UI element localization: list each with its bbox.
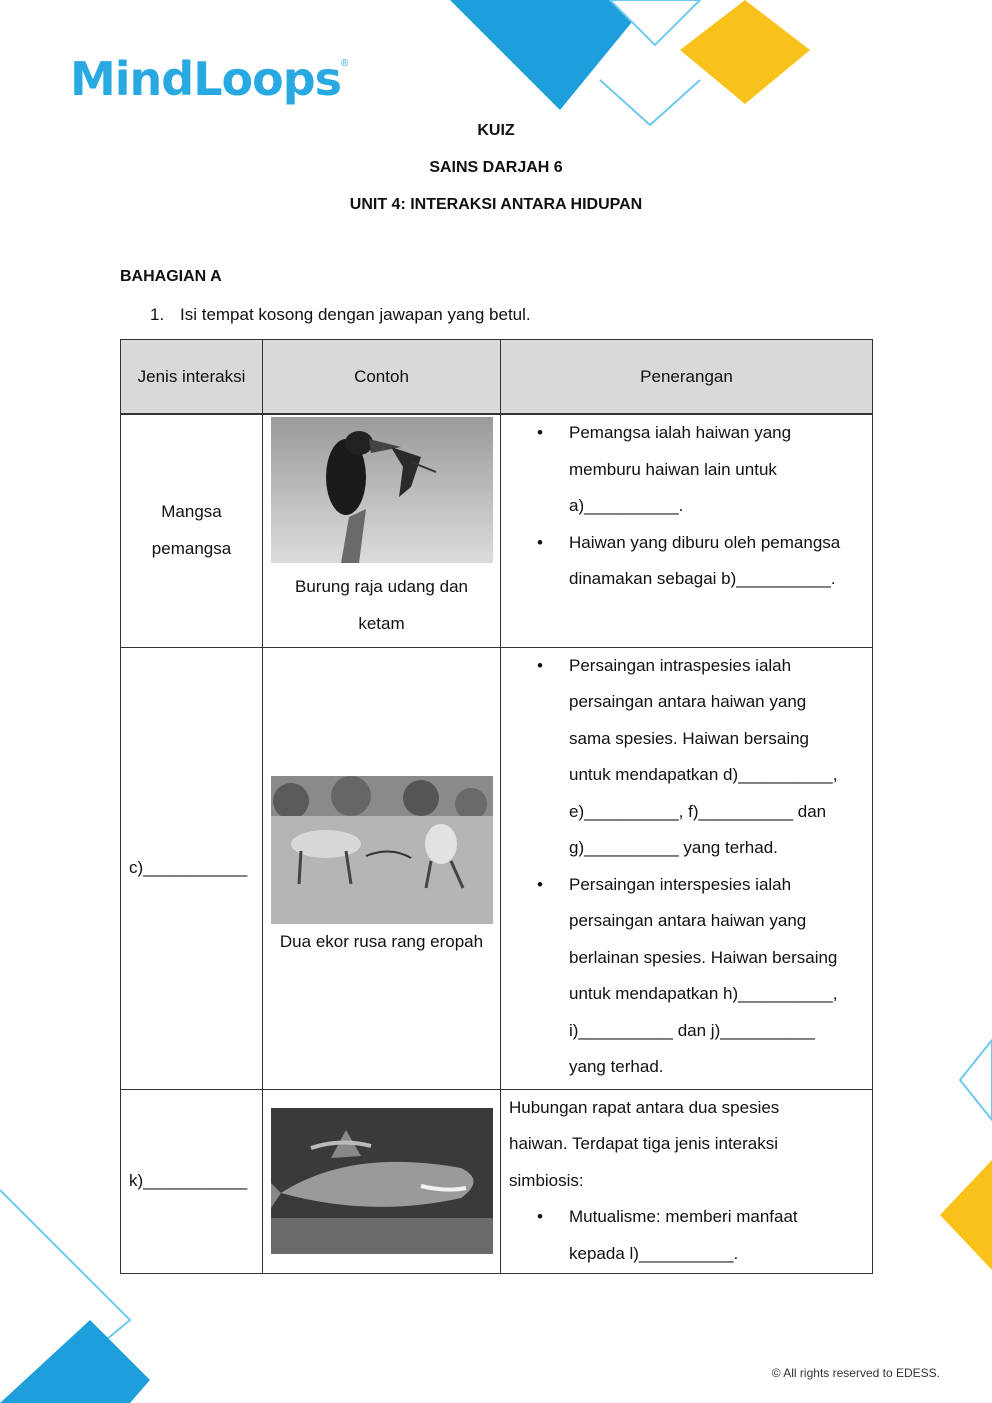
list-item bbox=[501, 867, 872, 1086]
list-item bbox=[501, 648, 872, 867]
text-line: a)__________. bbox=[569, 496, 684, 515]
text-line: i)__________ dan j)__________ bbox=[569, 1020, 815, 1040]
header-jenis-interaksi: Jenis interaksi bbox=[121, 340, 263, 415]
text-line: Haiwan yang diburu oleh pemangsa bbox=[569, 532, 841, 552]
text-line: yang terhad. bbox=[569, 1057, 664, 1076]
question bbox=[150, 305, 531, 325]
header-penerangan: Penerangan bbox=[501, 340, 873, 415]
description-cell bbox=[501, 414, 873, 647]
example-cell bbox=[263, 1089, 501, 1273]
example-cell bbox=[263, 647, 501, 1089]
text-line: e)__________, f)__________ dan bbox=[569, 801, 827, 821]
quiz-table bbox=[120, 339, 873, 1274]
text-line: haiwan. Terdapat tiga jenis interaksi bbox=[509, 1134, 779, 1153]
subject-title: SAINS DARJAH 6 bbox=[429, 159, 563, 176]
logo-text: MindLoops bbox=[70, 52, 342, 106]
text-line: Persaingan intraspesies ialah bbox=[569, 655, 792, 675]
question-text: Isi tempat kosong dengan jawapan yang betul. bbox=[180, 305, 531, 324]
table-row bbox=[121, 647, 873, 1089]
top-yellow-diamond bbox=[680, 0, 810, 104]
right-yellow-diamond bbox=[940, 1160, 992, 1270]
text-line: Mutualisme: memberi manfaat bbox=[569, 1207, 798, 1226]
example-cell bbox=[263, 414, 501, 647]
unit-title: UNIT 4: INTERAKSI ANTARA HIDUPAN bbox=[349, 196, 643, 213]
bullet-icon: • bbox=[537, 655, 543, 675]
interaction-type-cell bbox=[121, 1089, 263, 1273]
text-line: Pemangsa ialah haiwan yang bbox=[569, 423, 792, 442]
text-line: untuk mendapatkan h)__________, bbox=[569, 984, 838, 1003]
table-row bbox=[121, 1089, 873, 1273]
interaction-type-blank: c)___________ bbox=[129, 858, 248, 877]
top-blue-triangle bbox=[450, 0, 650, 110]
text-line: untuk mendapatkan d)__________, bbox=[569, 765, 838, 784]
interaction-type-blank: k)___________ bbox=[129, 1171, 248, 1190]
deer-fighting-photo bbox=[271, 776, 493, 924]
text-line: simbiosis: bbox=[509, 1170, 584, 1190]
description-cell bbox=[501, 1089, 873, 1273]
text-line: Hubungan rapat antara dua spesies bbox=[509, 1097, 780, 1117]
list-item bbox=[501, 415, 872, 525]
text-line: berlainan spesies. Haiwan bersaing bbox=[569, 947, 838, 967]
right-outline-diamond bbox=[960, 1040, 992, 1120]
registered-mark: ® bbox=[341, 58, 349, 69]
text-line: g)__________ yang terhad. bbox=[569, 838, 778, 857]
quiz-title: KUIZ bbox=[477, 122, 515, 139]
text-line: dinamakan sebagai b)__________. bbox=[569, 569, 836, 588]
section-label: BAHAGIAN A bbox=[120, 268, 222, 285]
text-line: Persaingan interspesies ialah bbox=[569, 874, 792, 894]
list-item bbox=[501, 1199, 872, 1272]
text-line: kepada l)__________. bbox=[569, 1243, 739, 1263]
example-caption: Dua ekor rusa rang eropah bbox=[279, 931, 484, 951]
text-line: persaingan antara haiwan yang bbox=[569, 692, 807, 711]
example-caption: ketam bbox=[358, 613, 405, 633]
text-line: persaingan antara haiwan yang bbox=[569, 911, 807, 930]
top-outline-chevron bbox=[600, 80, 700, 125]
interaction-type-line: pemangsa bbox=[151, 538, 232, 558]
interaction-type-cell bbox=[121, 414, 263, 647]
bottom-blue-shape bbox=[0, 1320, 150, 1403]
interaction-type-cell bbox=[121, 647, 263, 1089]
text-line: memburu haiwan lain untuk bbox=[569, 459, 777, 479]
bullet-icon: • bbox=[537, 423, 543, 442]
question-number: 1. bbox=[150, 305, 165, 324]
bullet-icon: • bbox=[537, 532, 543, 552]
logo bbox=[70, 52, 348, 106]
shark-remora-photo bbox=[271, 1108, 493, 1254]
description-cell bbox=[501, 647, 873, 1089]
table-header-row bbox=[121, 340, 873, 415]
text-line: sama spesies. Haiwan bersaing bbox=[569, 728, 810, 748]
hornbill-crab-photo bbox=[271, 417, 493, 563]
list-item bbox=[501, 525, 872, 598]
bullet-icon: • bbox=[537, 874, 543, 894]
bullet-icon: • bbox=[537, 1207, 543, 1226]
example-caption: Burung raja udang dan bbox=[295, 577, 468, 596]
table-row bbox=[121, 414, 873, 647]
copyright-footer: © All rights reserved to EDESS. bbox=[771, 1366, 940, 1380]
interaction-type-line: Mangsa bbox=[161, 502, 222, 522]
header-contoh: Contoh bbox=[263, 340, 501, 415]
